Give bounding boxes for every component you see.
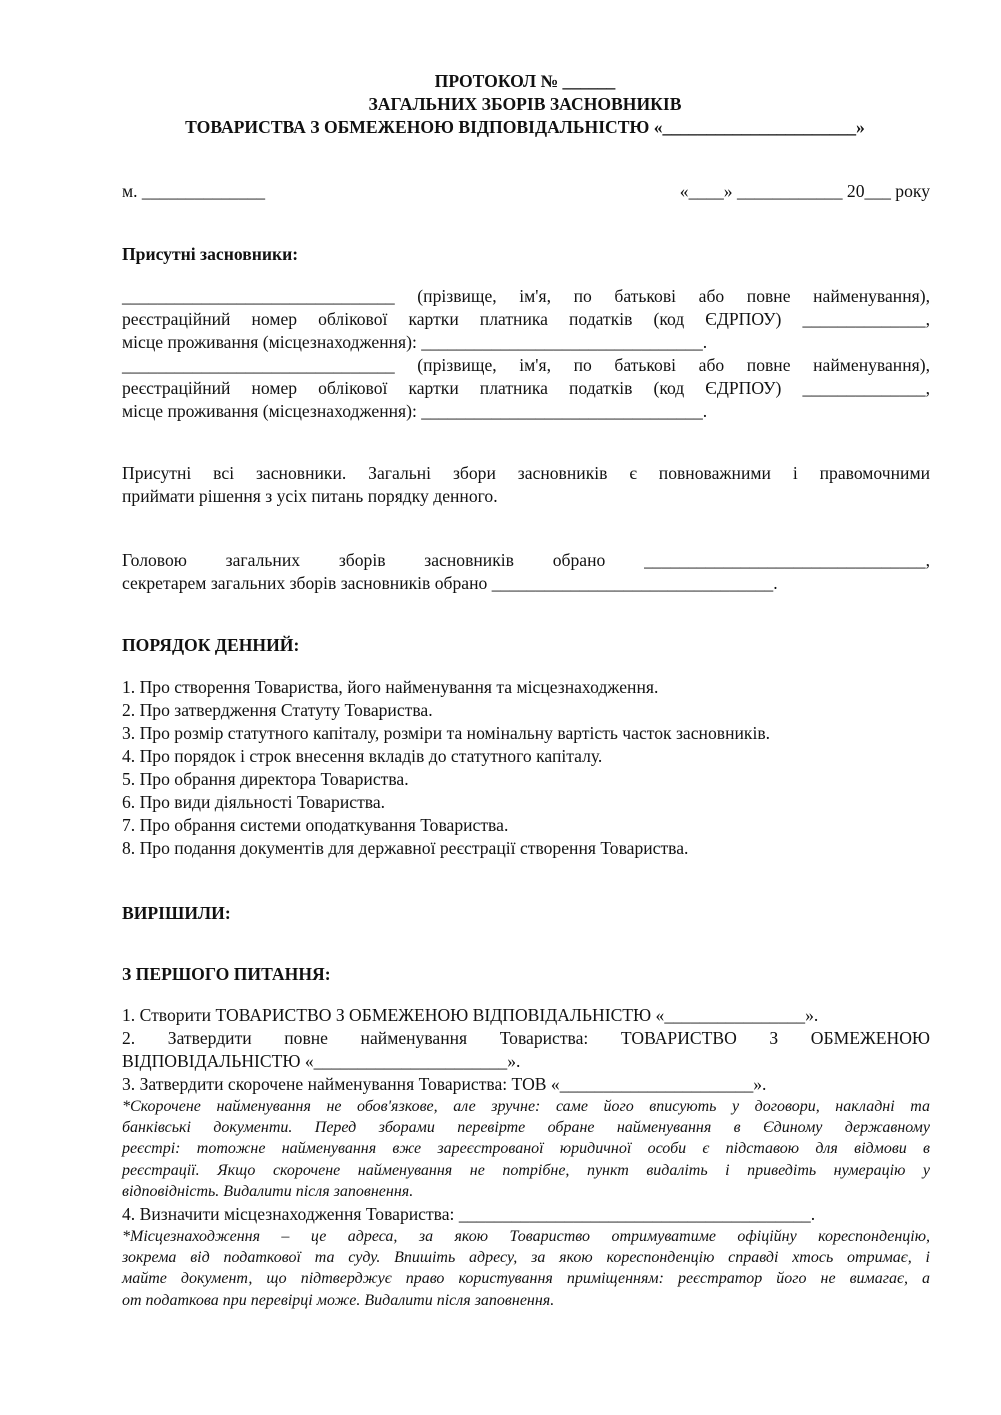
- agenda-item: 5. Про обрання директора Товариства.: [122, 769, 409, 789]
- note-short-name-line: реєстрі: тотожне найменування вже зареєстрованої юридичної особи є підставою для відмови в: [122, 1140, 930, 1157]
- resolution-1: 1. Створити ТОВАРИСТВО З ОБМЕЖЕНОЮ ВІДПОВІДАЛЬНІСТЮ «________________».: [122, 1005, 819, 1025]
- protocol-title: ПРОТОКОЛ № ______: [434, 71, 616, 91]
- agenda-item: 3. Про розмір статутного капіталу, розміри та номінальну вартість часток засновників.: [122, 723, 771, 743]
- chairman-line: Головою загальних зборів засновників обрано ________________________________,: [122, 550, 930, 570]
- founder1-address-line: місце проживання (місцезнаходження): ________________________________.: [122, 332, 708, 352]
- agenda-item: 6. Про види діяльності Товариства.: [122, 792, 386, 812]
- company-title-prefix: ТОВАРИСТВА З ОБМЕЖЕНОЮ ВІДПОВІДАЛЬНІСТЮ «: [185, 117, 663, 137]
- founder2-name-line: _______________________________ (прізвище, ім'я, по батькові або повне найменування),: [122, 355, 930, 375]
- note-short-name-line: банківські документи. Перед зборами перевірте обране найменування в Єдиному державному: [122, 1119, 930, 1136]
- agenda-item: 7. Про обрання системи оподаткування Товариства.: [122, 815, 509, 835]
- quorum-line-1: Присутні всі засновники. Загальні збори засновників є повноважними і правомочними: [122, 463, 930, 483]
- present-heading: Присутні засновники:: [122, 244, 299, 264]
- note-short-name-line: *Скорочене найменування не обов'язкове, але зручне: саме його вписують у договори, накладні та: [122, 1098, 930, 1115]
- company-title-line: [80, 116, 970, 139]
- resolution-3: 3. Затвердити скорочене найменування Товариства: ТОВ «______________________».: [122, 1074, 767, 1094]
- founder1-code-line: реєстраційний номер облікової картки платника податків (код ЄДРПОУ) ______________,: [122, 309, 930, 329]
- quorum-line-2: приймати рішення з усіх питань порядку денного.: [122, 486, 498, 506]
- resolution-4: 4. Визначити місцезнаходження Товариства: ________________________________________.: [122, 1204, 816, 1224]
- secretary-line: секретарем загальних зборів засновників обрано ________________________________.: [122, 573, 778, 593]
- note-short-name-line: реєстрації. Якщо скорочене найменування не потрібне, пункт видаліть і приведіть нумерацію у: [122, 1162, 930, 1179]
- founder2-code-line: реєстраційний номер облікової картки платника податків (код ЄДРПОУ) ______________,: [122, 378, 930, 398]
- place-field: м. ______________: [122, 181, 266, 201]
- protocol-subtitle: ЗАГАЛЬНИХ ЗБОРІВ ЗАСНОВНИКІВ: [368, 94, 682, 114]
- agenda-item: 8. Про подання документів для державної реєстрації створення Товариства.: [122, 838, 689, 858]
- founder2-address-line: місце проживання (місцезнаходження): ________________________________.: [122, 401, 708, 421]
- note-address-line: зокрема від податкової та суду. Впишіть адресу, за якою кореспонденцію справді хтось отримає, і: [122, 1249, 930, 1266]
- note-short-name-line: відповідність. Видалити після заповнення.: [122, 1183, 414, 1200]
- resolution-2-line-2: ВІДПОВІДАЛЬНІСТЮ «______________________».: [122, 1051, 521, 1071]
- date-field: «____» ____________ 20___ року: [679, 181, 930, 201]
- agenda-item: 1. Про створення Товариства, його найменування та місцезнаходження.: [122, 677, 659, 697]
- agenda-heading: ПОРЯДОК ДЕННИЙ:: [122, 635, 300, 655]
- founder1-name-line: _______________________________ (прізвище, ім'я, по батькові або повне найменування),: [122, 286, 930, 306]
- note-address-line: майте документ, що підтверджує право користування приміщенням: реєстратор його не вимагає, а: [122, 1270, 930, 1287]
- company-title-suffix: »: [856, 117, 865, 137]
- agenda-item: 4. Про порядок і строк внесення вкладів до статутного капіталу.: [122, 746, 603, 766]
- first-question-heading: З ПЕРШОГО ПИТАННЯ:: [122, 964, 331, 984]
- agenda-item: 2. Про затвердження Статуту Товариства.: [122, 700, 433, 720]
- resolved-heading: ВИРІШИЛИ:: [122, 903, 231, 923]
- note-address-line: *Місцезнаходження – це адреса, за якою Товариство отримуватиме офіційну кореспонденцію,: [122, 1228, 930, 1245]
- company-name-blank: ______________________: [662, 117, 857, 137]
- note-address-line: от податкова при перевірці може. Видалити після заповнення.: [122, 1292, 555, 1309]
- resolution-2-line-1: 2. Затвердити повне найменування Товариства: ТОВАРИСТВО З ОБМЕЖЕНОЮ: [122, 1028, 930, 1048]
